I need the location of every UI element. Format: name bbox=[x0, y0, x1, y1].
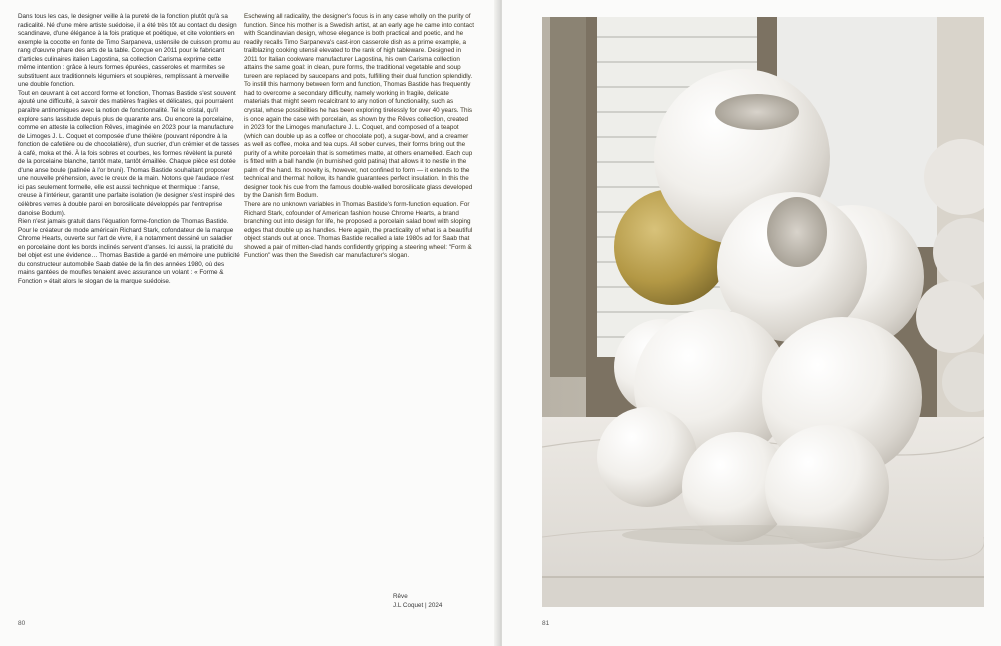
english-paragraph-1: Eschewing all radicality, the designer's focus is in any case wholly on the purity of function. Since his mother is a Swedish artist, at an early age he came into contact with Scandinavian design, whose elegance is both practical and poetic, and he readily recalls Timo Sarpaneva's cast-iron casserole dish as a prime example, a trailblazing cooking utensil elevated to the rank of high tableware. Designed in 2011 for Italian cookware manufacturer Lagostina, his own Carisma collection attains the same goal: in clean, pure forms, the traditional vegetable and soup tureen are replaced by saucepans and pots, fulfilling their dual function splendidly. bbox=[244, 13, 474, 80]
right-page bbox=[502, 0, 1001, 646]
english-paragraph-3: There are no unknown variables in Thomas Bastide's form-function equation. For Richard Stark, cofounder of American fashion house Chrome Hearts, a brand branching out into design for life, he proposed a porcelain salad bowl with sloping edges that double up as handles. Here again, the practicality of what is a beautiful object stands out at once. Thomas Bastide recalled a late 1980s ad for Saab that showed a pair of mitten-clad hands confidently gripping a steering wheel: "Form & Function" was then the Swedish car manufacturer's slogan. bbox=[244, 201, 473, 260]
vase-photo bbox=[542, 17, 984, 607]
photo-caption bbox=[393, 593, 442, 610]
vase-illustration bbox=[542, 17, 984, 607]
page-number-left: 80 bbox=[18, 620, 26, 627]
french-text-column bbox=[18, 13, 240, 287]
english-paragraph-2: To instill this harmony between form and function, Thomas Bastide has frequently had to overcome a secondary difficulty, namely working in fragile, delicate materials that might seem recalcitrant to any notion of functionality, such as crystal, whose possibilities he has been exploring tirelessly for over 40 years. This is once again the case with porcelain, as shown by the Rêves collection, created in 2023 for the Limoges manufacture J. L. Coquet, and composed of a teapot (which can double up as a coffee or chocolate pot), a sugar-bowl, and a creamer as well as coffee, moka and tea cups. All sober curves, their forms bring out the purity of a white porcelain that is sometimes matte, at others enamelled. Each cup is fitted with a ball handle (in burnished gold patina) that allows it to nestle in the palm of the hand. Its novelty is, however, not confined to form — it extends to the technical and thermal: hollow, its handle guarantees perfect insulation. In this the designer took his cue from the famous double-walled borosilicate glass developed by the Danish firm Bodum. bbox=[244, 81, 473, 200]
english-text-column bbox=[244, 13, 474, 261]
french-paragraph-3: Rien n'est jamais gratuit dans l'équation forme-fonction de Thomas Bastide. Pour le créateur de mode américain Richard Stark, cofondateur de la marque Chrome Hearts, ouverte sur l'art de vivre, il a notamment dessiné un saladier en porcelaine dont les bords inclinés servent d'anses. Ici aussi, la praticité du bel objet est une évidence… Thomas Bastide a gardé en mémoire une publicité du constructeur automobile Saab datée de la fin des années 1980, où des mains gantées de moufles tenaient avec assurance un volant : « Forme & Fonction » était alors le slogan de la marque suédoise. bbox=[18, 218, 240, 285]
caption-credit: J.L Coquet | 2024 bbox=[393, 601, 443, 609]
left-page bbox=[0, 0, 498, 646]
page-number-right: 81 bbox=[542, 620, 550, 627]
french-paragraph-1: Dans tous les cas, le designer veille à la pureté de la fonction plutôt qu'à sa radicalité. Né d'une mère artiste suédoise, il a été très tôt au contact du design scandinave, d'une élégance à la fois pratique et poétique, et cite volontiers en exemple la cocotte en fonte de Timo Sarpaneva, ustensile de cuisson promu au rang d'œuvre phare des arts de la table. Conçue en 2011 pour le fabricant d'articles culinaires italien Lagostina, sa collection Carisma exprime cette même intention : grâce à leurs formes épurées, casseroles et marmites se substituent aux traditionnels légumiers et soupières, remplissant à merveille une double fonction. bbox=[18, 13, 240, 89]
caption-title: Rêve bbox=[393, 593, 408, 600]
french-paragraph-2: Tout en œuvrant à cet accord forme et fonction, Thomas Bastide s'est souvent ajouté une difficulté, à savoir des matières fragiles et délicates, qui pourraient paraître antinomiques avec la notion de fonctionnalité. Tel le cristal, qu'il explore sans lassitude depuis plus de quarante ans. Ou encore la porcelaine, comme en atteste la collection Rêves, imaginée en 2023 pour la manufacture de Limoges J. L. Coquet et composée d'une théière (pouvant répondre à la fonction de cafetière ou de chocolatière), d'un sucrier, d'un crémier et de tasses à café, moka et thé. À la fois sobres et courbes, les formes révèlent la pureté de la porcelaine blanche, tantôt mate, tantôt émaillée. Chaque pièce est dotée d'une anse boule (patinée à l'or bruni). Thomas Bastide souhaitant proposer une nouvelle préhension, avec le creux de la main. Notons que l'audace n'est ici pas seulement formelle, elle est aussi technique et thermique : l'anse, creuse à l'intérieur, garantit une parfaite isolation (le designer s'est inspiré des célèbres verres à double paroi en borosilicate développés par l'entreprise danoise Bodum). bbox=[18, 89, 240, 217]
